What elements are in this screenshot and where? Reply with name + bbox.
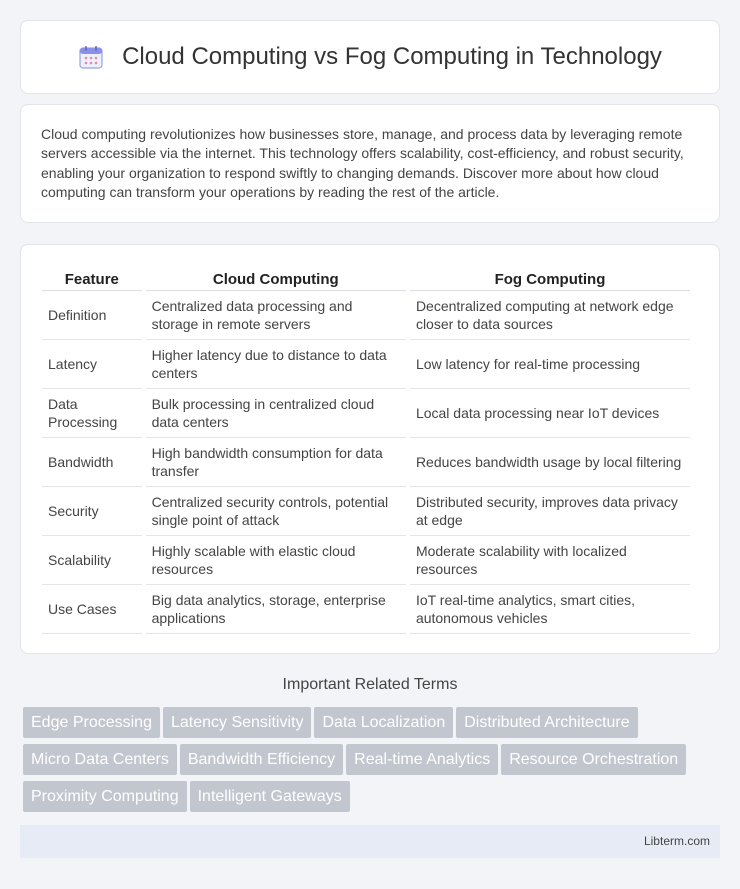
table-row [42, 291, 690, 340]
cloud-cell: Higher latency due to distance to data centers [146, 340, 406, 389]
fog-cell: Moderate scalability with localized resources [410, 536, 690, 585]
header-feature: Feature [42, 265, 142, 291]
related-term-tag[interactable]: Resource Orchestration [501, 744, 686, 775]
feature-cell: Latency [42, 340, 142, 389]
cloud-cell: High bandwidth consumption for data transfer [146, 438, 406, 487]
comparison-table [38, 265, 694, 634]
feature-cell: Data Processing [42, 389, 142, 438]
related-term-tag[interactable]: Intelligent Gateways [190, 781, 350, 812]
fog-cell: Decentralized computing at network edge closer to data sources [410, 291, 690, 340]
related-term-tag[interactable]: Distributed Architecture [456, 707, 637, 738]
related-term-tag[interactable]: Micro Data Centers [23, 744, 177, 775]
cloud-cell: Bulk processing in centralized cloud data centers [146, 389, 406, 438]
table-header-row [42, 265, 690, 291]
related-term-tag[interactable]: Latency Sensitivity [163, 707, 312, 738]
table-row [42, 438, 690, 487]
intro-text: Cloud computing revolutionizes how businesses store, manage, and process data by leveraging remote servers accessible via the internet. This technology offers scalability, cost-efficiency, and robust security, enabling your organization to respond swiftly to changing demands. Discover more about how cloud computing can transform your operations by reading the rest of the article. [41, 126, 684, 200]
table-row [42, 487, 690, 536]
page-title: Cloud Computing vs Fog Computing in Technology [122, 43, 662, 70]
fog-cell: Reduces bandwidth usage by local filtering [410, 438, 690, 487]
footer [20, 825, 720, 858]
fog-cell: Low latency for real-time processing [410, 340, 690, 389]
feature-cell: Use Cases [42, 585, 142, 634]
title-card [20, 20, 720, 94]
related-term-tag[interactable]: Bandwidth Efficiency [180, 744, 343, 775]
table-row [42, 536, 690, 585]
table-row [42, 389, 690, 438]
table-row [42, 585, 690, 634]
comparison-card [20, 244, 720, 654]
header-fog: Fog Computing [410, 265, 690, 291]
fog-cell: Local data processing near IoT devices [410, 389, 690, 438]
related-terms-title: Important Related Terms [282, 676, 458, 693]
feature-cell: Bandwidth [42, 438, 142, 487]
related-term-tag[interactable]: Data Localization [314, 707, 453, 738]
footer-site-link[interactable]: Libterm.com [643, 834, 710, 848]
fog-cell: Distributed security, improves data privacy at edge [410, 487, 690, 536]
table-row [42, 340, 690, 389]
related-term-tag[interactable]: Proximity Computing [23, 781, 187, 812]
header-cloud: Cloud Computing [146, 265, 406, 291]
related-term-tag[interactable]: Edge Processing [23, 707, 160, 738]
cloud-cell: Highly scalable with elastic cloud resources [146, 536, 406, 585]
cloud-cell: Centralized data processing and storage in remote servers [146, 291, 406, 340]
cloud-cell: Big data analytics, storage, enterprise applications [146, 585, 406, 634]
feature-cell: Security [42, 487, 142, 536]
feature-cell: Scalability [42, 536, 142, 585]
related-terms-list [23, 707, 723, 818]
related-term-tag[interactable]: Real-time Analytics [346, 744, 498, 775]
calendar-icon [78, 44, 104, 70]
cloud-cell: Centralized security controls, potential single point of attack [146, 487, 406, 536]
fog-cell: IoT real-time analytics, smart cities, autonomous vehicles [410, 585, 690, 634]
intro-card [20, 104, 720, 223]
feature-cell: Definition [42, 291, 142, 340]
